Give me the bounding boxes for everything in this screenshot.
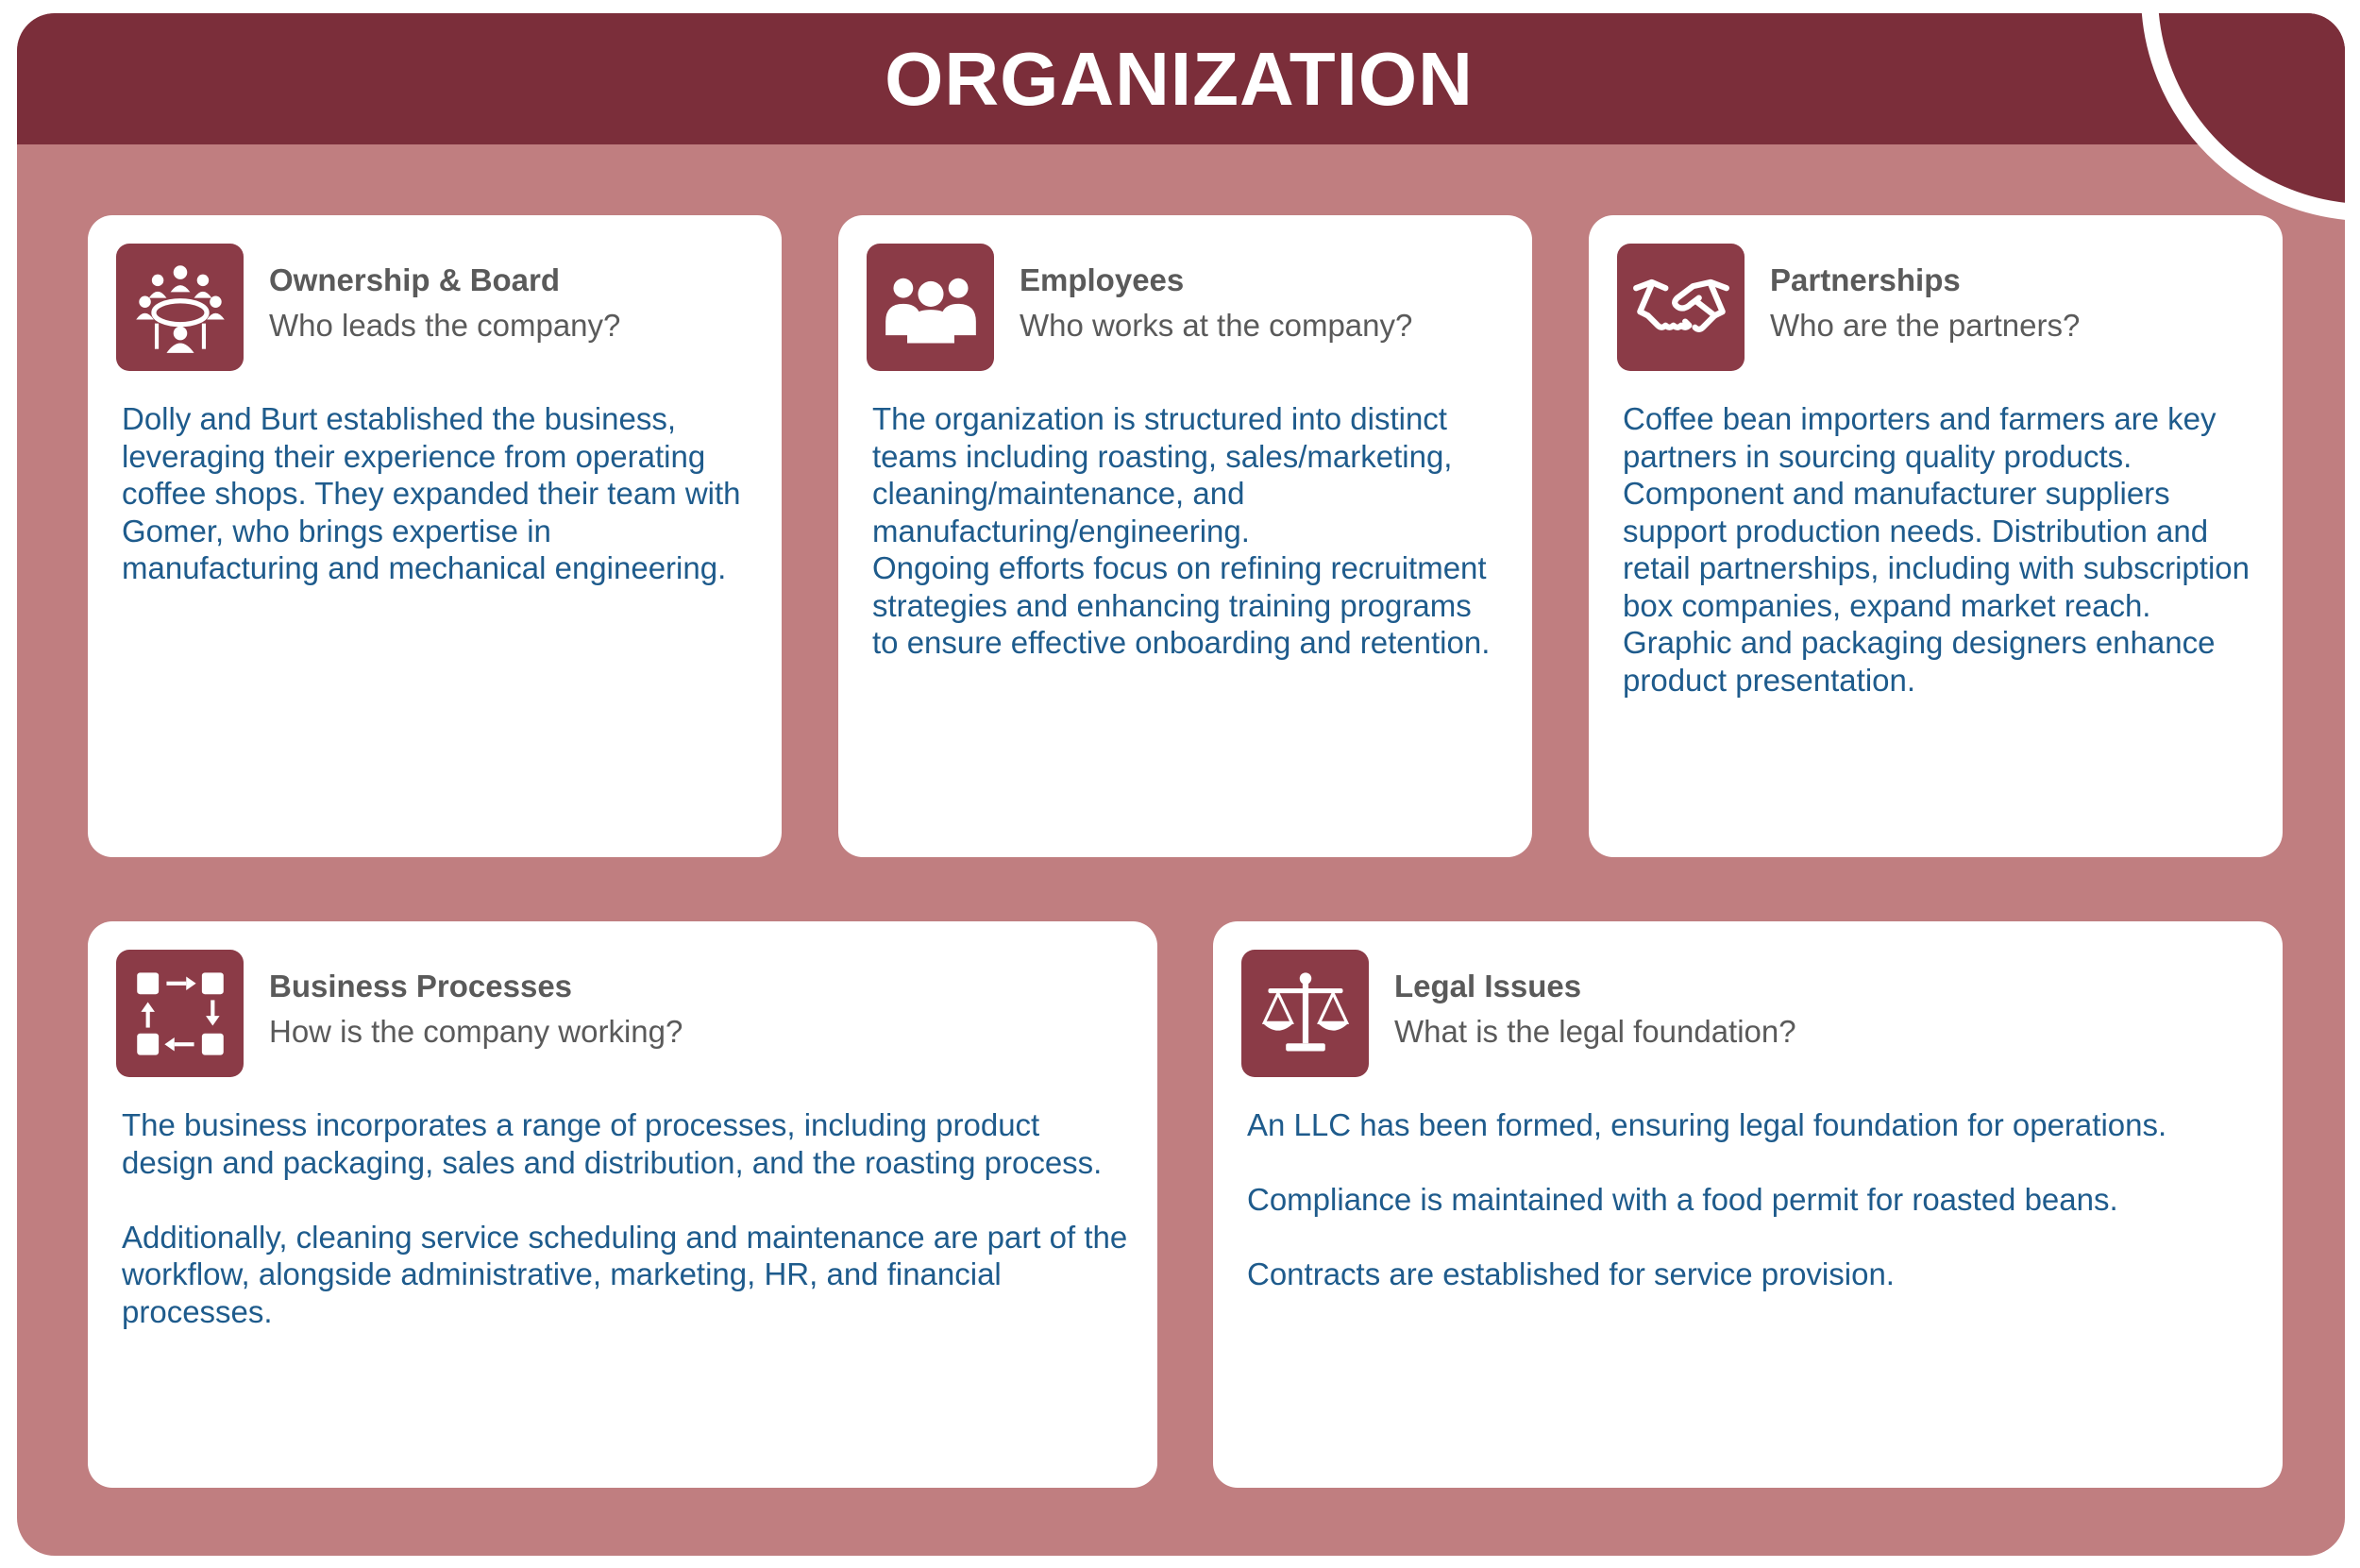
card-heading: Business Processes — [269, 969, 573, 1003]
card-heading: Ownership & Board — [269, 262, 561, 297]
organization-page — [17, 13, 2345, 1556]
card-paragraph: Ongoing efforts focus on refining recruitment strategies and enhancing training programs to ensure effective onboarding and retention. — [872, 550, 1491, 660]
card-question: Who leads the company? — [269, 308, 621, 343]
handshake-icon — [1617, 244, 1745, 371]
card-heading: Legal Issues — [1394, 969, 1582, 1003]
card-paragraph: The organization is structured into distinct teams including roasting, sales/marketing, cleaning/maintenance, and manufacturing/engineering. — [872, 401, 1453, 548]
card-paragraph: An LLC has been formed, ensuring legal foundation for operations. — [1247, 1107, 2167, 1142]
card-question: Who are the partners? — [1770, 308, 2081, 343]
card-employees — [838, 215, 1532, 857]
card-question: Who works at the company? — [1020, 308, 1413, 343]
header-bar — [17, 13, 2345, 144]
card-paragraph: Coffee bean importers and farmers are key partners in sourcing quality products. Component and manufacturer suppliers support production needs. Distribution and retail partnerships, including with subscription box companies, expand market reach. Graphic and packaging designers enhance product presentation. — [1623, 401, 2250, 698]
card-paragraph: Additionally, cleaning service scheduling and maintenance are part of the workflow, alongside administrative, marketing, HR, and financial processes. — [122, 1219, 1128, 1329]
card-paragraph: Contracts are established for service provision. — [1247, 1256, 1895, 1291]
card-heading: Partnerships — [1770, 262, 1961, 297]
card-body — [872, 400, 1504, 662]
process-flow-icon — [116, 950, 244, 1077]
card-body — [1247, 1106, 2254, 1293]
meeting-icon — [116, 244, 244, 371]
card-partnerships — [1589, 215, 2283, 857]
card-paragraph: Compliance is maintained with a food permit for roasted beans. — [1247, 1182, 2118, 1217]
card-paragraph: The business incorporates a range of processes, including product design and packaging, sales and distribution, and the roasting process. — [122, 1107, 1103, 1180]
page-title: ORGANIZATION — [885, 36, 1474, 121]
card-body — [122, 400, 753, 587]
card-legal-issues — [1213, 921, 2283, 1488]
card-ownership-board — [88, 215, 782, 857]
scales-icon — [1241, 950, 1369, 1077]
people-group-icon — [867, 244, 994, 371]
card-heading: Employees — [1020, 262, 1185, 297]
card-body — [1623, 400, 2254, 699]
card-business-processes — [88, 921, 1157, 1488]
card-question: How is the company working? — [269, 1014, 683, 1049]
card-question: What is the legal foundation? — [1394, 1014, 1796, 1049]
card-body — [122, 1106, 1129, 1330]
card-paragraph: Dolly and Burt established the business, leveraging their experience from operating coffee shops. They expanded their team with Gomer, who brings expertise in manufacturing and mechanical engineering. — [122, 401, 741, 585]
